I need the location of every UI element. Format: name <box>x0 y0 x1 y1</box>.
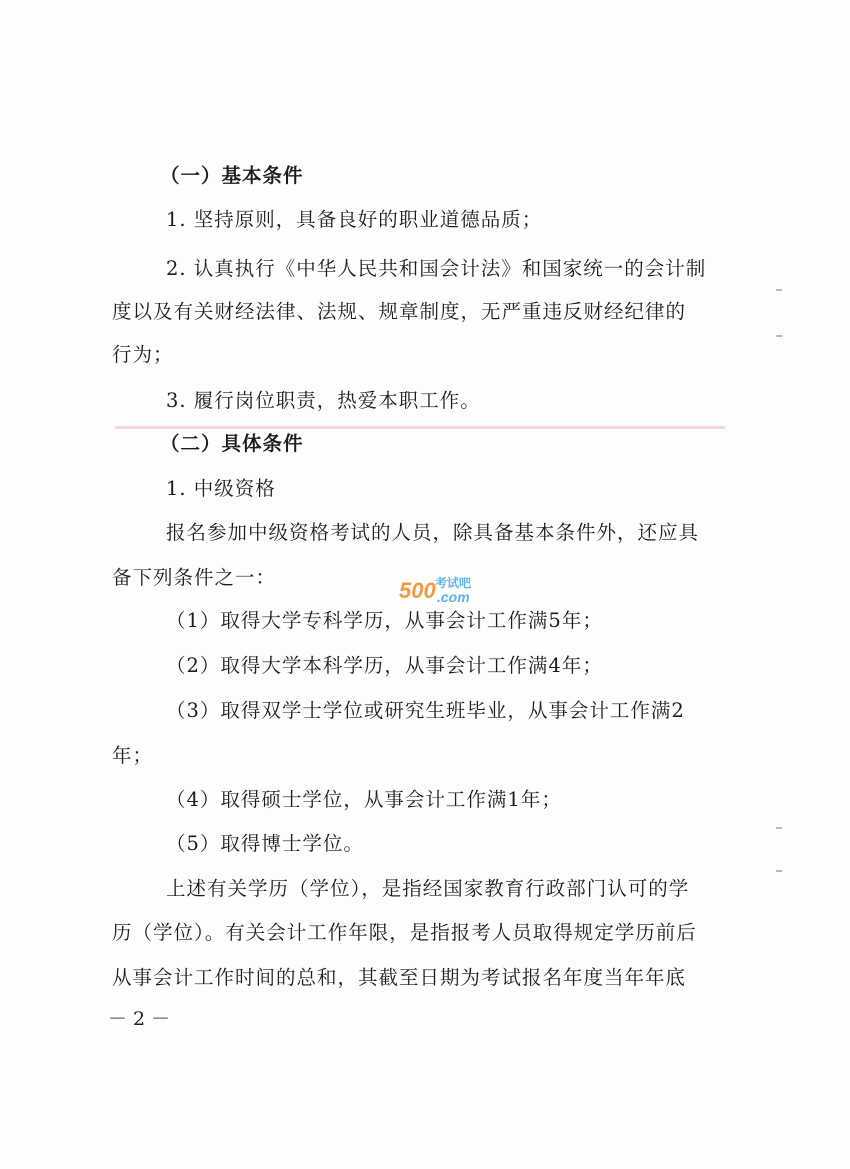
scan-mark <box>776 335 782 337</box>
bleed-through-rule <box>115 426 725 429</box>
section-heading-basic-conditions: （一）基本条件 <box>160 164 304 187</box>
text-line: 1. 坚持原则，具备良好的职业道德品质； <box>166 208 543 231</box>
list-item: （3）取得双学士学位或研究生班毕业，从事会计工作满2 <box>166 699 685 722</box>
section-heading-specific-conditions: （二）具体条件 <box>160 432 304 455</box>
list-item: （5）取得博士学位。 <box>166 832 364 855</box>
svg-text:500: 500 <box>399 578 436 603</box>
text-line: 3. 履行岗位职责，热爱本职工作。 <box>166 389 481 412</box>
svg-text:.com: .com <box>437 589 470 605</box>
scan-mark <box>776 870 782 872</box>
text-line: 历（学位）。有关会计工作年限，是指报考人员取得规定学历前后 <box>112 921 697 944</box>
text-line: 报名参加中级资格考试的人员，除具备基本条件外，还应具 <box>166 521 700 544</box>
text-line: 度以及有关财经法律、法规、规章制度，无严重违反财经纪律的 <box>112 300 687 323</box>
text-line: 年； <box>112 744 154 767</box>
scan-mark <box>776 827 782 829</box>
list-item: （4）取得硕士学位，从事会计工作满1年； <box>166 788 562 811</box>
page-number: － 2 － <box>108 1008 171 1030</box>
watermark-logo <box>397 572 491 606</box>
text-line: 上述有关学历（学位），是指经国家教育行政部门认可的学 <box>166 877 690 900</box>
list-item: （1）取得大学专科学历，从事会计工作满5年； <box>166 609 603 632</box>
text-line: 1. 中级资格 <box>166 477 276 500</box>
text-line: 行为； <box>112 343 174 366</box>
svg-text:考试吧: 考试吧 <box>435 576 472 590</box>
text-line: 备下列条件之一： <box>112 566 277 589</box>
text-line: 2. 认真执行《中华人民共和国会计法》和国家统一的会计制 <box>166 257 707 280</box>
list-item: （2）取得大学本科学历，从事会计工作满4年； <box>166 654 603 677</box>
scan-mark <box>776 289 782 291</box>
text-line: 从事会计工作时间的总和，其截至日期为考试报名年度当年年底 <box>112 966 687 989</box>
